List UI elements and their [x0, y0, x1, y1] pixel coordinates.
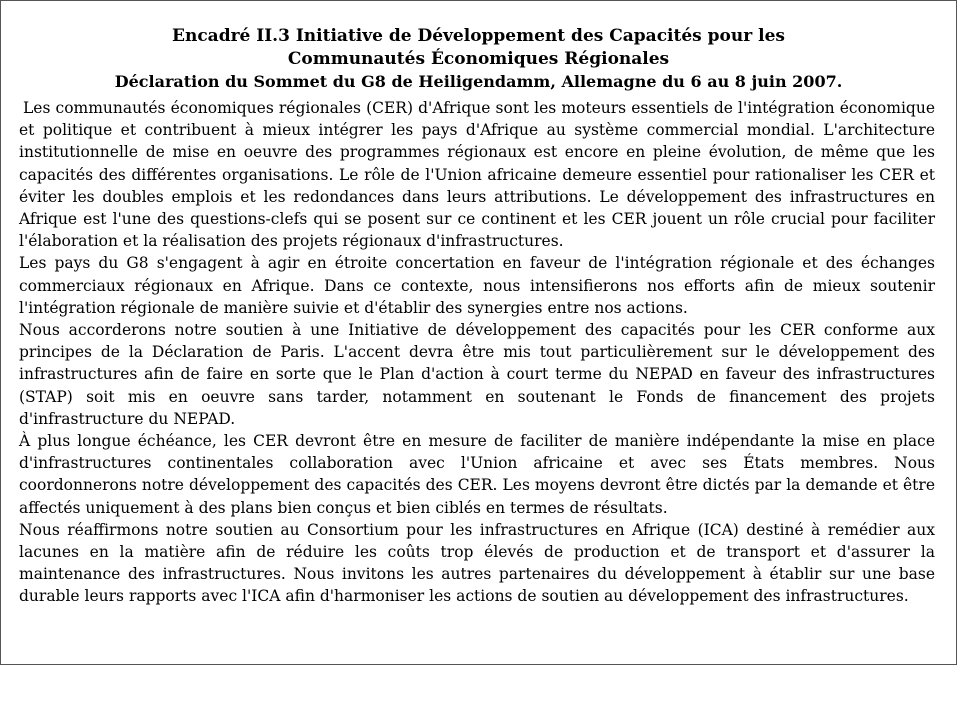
paragraph: Nous réaffirmons notre soutien au Consortium pour les infrastructures en Afrique (ICA) destiné à remédier aux lacunes en la matière afin de réduire les coûts trop élevés de production et de transport et d'assurer la maintenance des infrastructures. Nous invitons les autres partenaires du développement à établir sur une base durable leurs rapports avec l'ICA afin d'harmoniser les actions de soutien au développement des infrastructures. [19, 520, 935, 606]
paragraph: Les communautés économiques régionales (CER) d'Afrique sont les moteurs essentiels de l'intégration économique et politique et contribuent à mieux intégrer les pays d'Afrique au système commercial mondial. L'architecture institutionnelle de mise en oeuvre des programmes régionaux est encore en pleine évolution, de même que les capacités des différentes organisations. Le rôle de l'Union africaine demeure essentiel pour rationaliser les CER et éviter les doubles emplois et les redondances dans leurs attributions. Le développement des infrastructures en Afrique est l'une des questions-clefs qui se posent sur ce continent et les CER jouent un rôle crucial pour faciliter l'élaboration et la réalisation des projets régionaux d'infrastructures. [19, 99, 935, 251]
paragraph: Nous accorderons notre soutien à une Initiative de développement des capacités pour les CER conforme aux principes de la Déclaration de Paris. L'accent devra être mis tout particulièrement sur le développement des infrastructures afin de faire en sorte que le Plan d'action à court terme du NEPAD en faveur des infrastructures (STAP) soit mis en oeuvre sans tarder, notamment en soutenant le Fonds de financement des projets d'infrastructure du NEPAD. [19, 321, 935, 428]
box-body [19, 97, 935, 608]
box-heading [21, 25, 936, 93]
paragraph: À plus longue échéance, les CER devront être en mesure de faciliter de manière indépendante la mise en place d'infrastructures continentales collaboration avec l'Union africaine et avec ses États membres. Nous coordonnerons notre développement des capacités des CER. Les moyens devront être dictés par la demande et être affectés uniquement à des plans bien conçus et bien ciblés en termes de résultats. [19, 432, 935, 517]
box-subtitle: Déclaration du Sommet du G8 de Heiligendamm, Allemagne du 6 au 8 juin 2007. [114, 72, 843, 91]
paragraph: Les pays du G8 s'engagent à agir en étroite concertation en faveur de l'intégration régionale et des échanges commerciaux régionaux en Afrique. Dans ce contexte, nous intensifierons nos efforts afin de mieux soutenir l'intégration régionale de manière suivie et d'établir des synergies entre nos actions. [19, 254, 935, 317]
box-title-line-2: Communautés Économiques Régionales [287, 49, 670, 69]
box-title-line-1: Encadré II.3 Initiative de Développement des Capacités pour les [172, 26, 785, 46]
